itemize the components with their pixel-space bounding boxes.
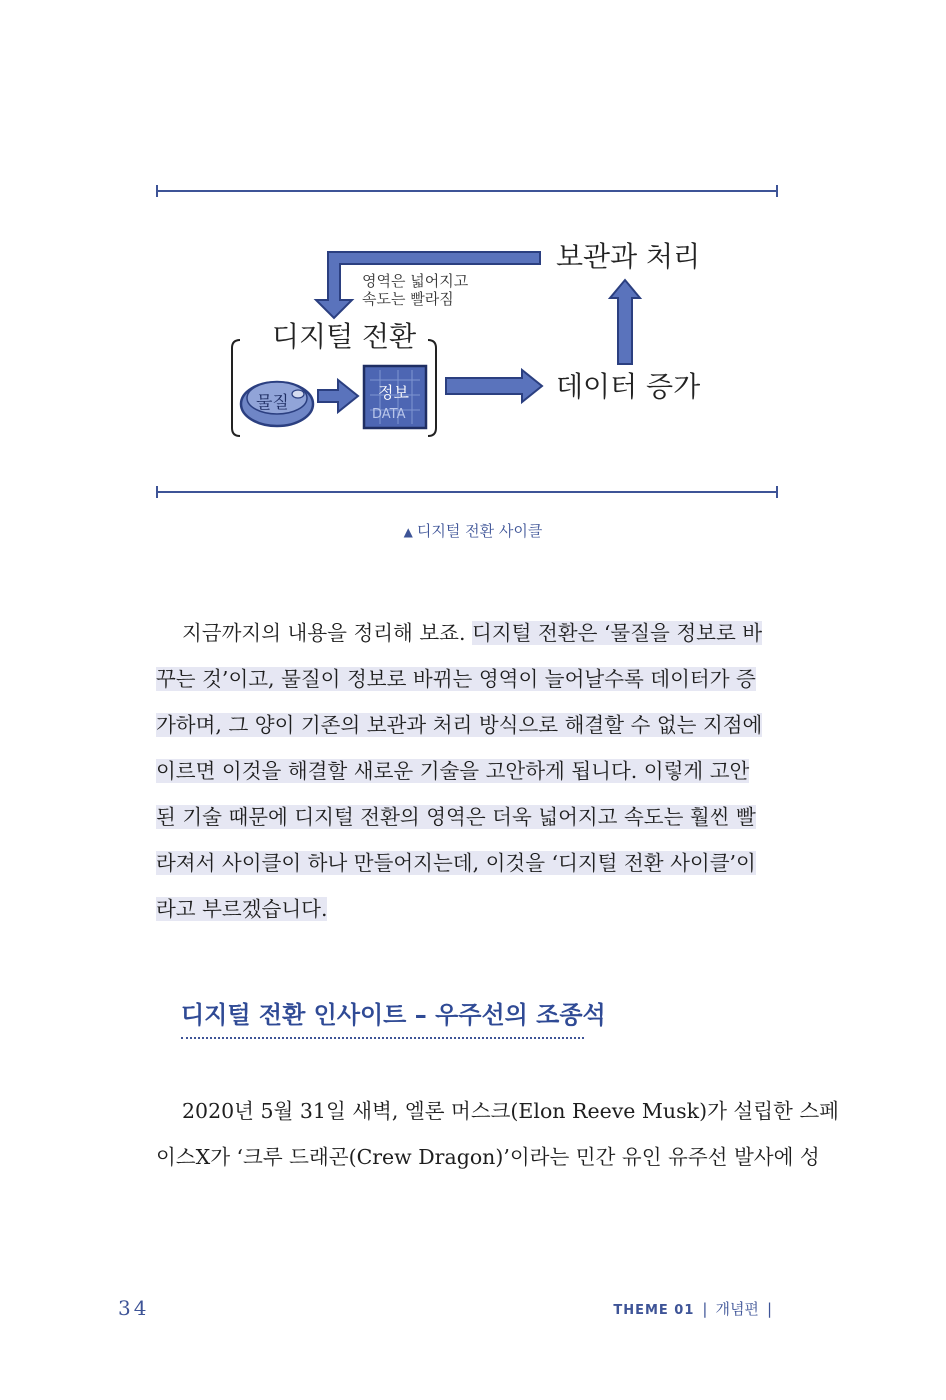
paragraph-line [156,846,778,880]
paragraph-line [156,892,778,926]
section-underline [181,1037,584,1039]
highlighted-segment: 라고 부르겠습니다. [156,897,328,921]
feedback-label-line2: 속도는 빨라짐 [362,290,454,308]
top-right-label: 보관과 처리 [556,240,701,273]
data-increase-label: 데이터 증가 [556,370,701,403]
running-footer: THEME 01 | 개념편 | [613,1300,772,1318]
info-sub-label: DATA [372,407,406,422]
paragraph-line: 이스X가 ‘크루 드래곤(Crew Dragon)’이라는 민간 유인 유주선 발사에 성 [156,1145,820,1169]
highlighted-segment: 이르면 이것을 해결할 새로운 기술을 고안하게 됩니다. 이렇게 고안 [156,759,750,783]
highlighted-segment: 디지털 전환은 ‘물질을 정보로 바 [472,621,763,645]
big-arrow [446,370,542,402]
theme-label: THEME 01 [613,1303,695,1318]
info-label: 정보 [378,383,409,402]
line-segment: 지금까지의 내용을 정리해 보죠. [182,621,466,645]
triangle-icon: ▲ [403,525,413,539]
paragraph-line [156,708,778,742]
bottom-divider [156,491,778,493]
up-arrow [610,280,640,364]
highlighted-segment: 가하며, 그 양이 기존의 보관과 처리 방식으로 해결할 수 없는 지점에 [156,713,763,737]
highlighted-segment: 라져서 사이클이 하나 만들어지는데, 이것을 ‘디지털 전환 사이클’이 [156,851,756,875]
page-number: 34 [118,1296,150,1320]
feedback-label-line1: 영역은 넓어지고 [362,272,469,290]
caption-text: 디지털 전환 사이클 [416,522,543,540]
group-title: 디지털 전환 [272,320,417,353]
highlighted-segment: 꾸는 것’이고, 물질이 정보로 바뀌는 영역이 늘어날수록 데이터가 증 [156,667,756,691]
right-bracket [428,340,436,436]
section-title: 디지털 전환 인사이트 – 우주선의 조종석 [181,1001,606,1029]
matter-label: 물질 [256,393,289,413]
figure-caption [0,520,946,541]
paragraph-line: 2020년 5월 31일 새벽, 엘론 머스크(Elon Reeve Musk)가 설립한 스페 [182,1099,839,1123]
highlighted-segment: 된 기술 때문에 디지털 전환의 영역은 더욱 넓어지고 속도는 훨씬 빨 [156,805,756,829]
small-arrow [318,380,358,412]
paragraph-line [156,616,778,650]
digital-transformation-cycle-diagram [0,0,946,520]
paragraph-line [156,662,778,696]
paragraph-line [156,800,778,834]
section-label: 개념편 [715,1300,759,1318]
paragraph-line [156,754,778,788]
left-bracket [232,340,240,436]
